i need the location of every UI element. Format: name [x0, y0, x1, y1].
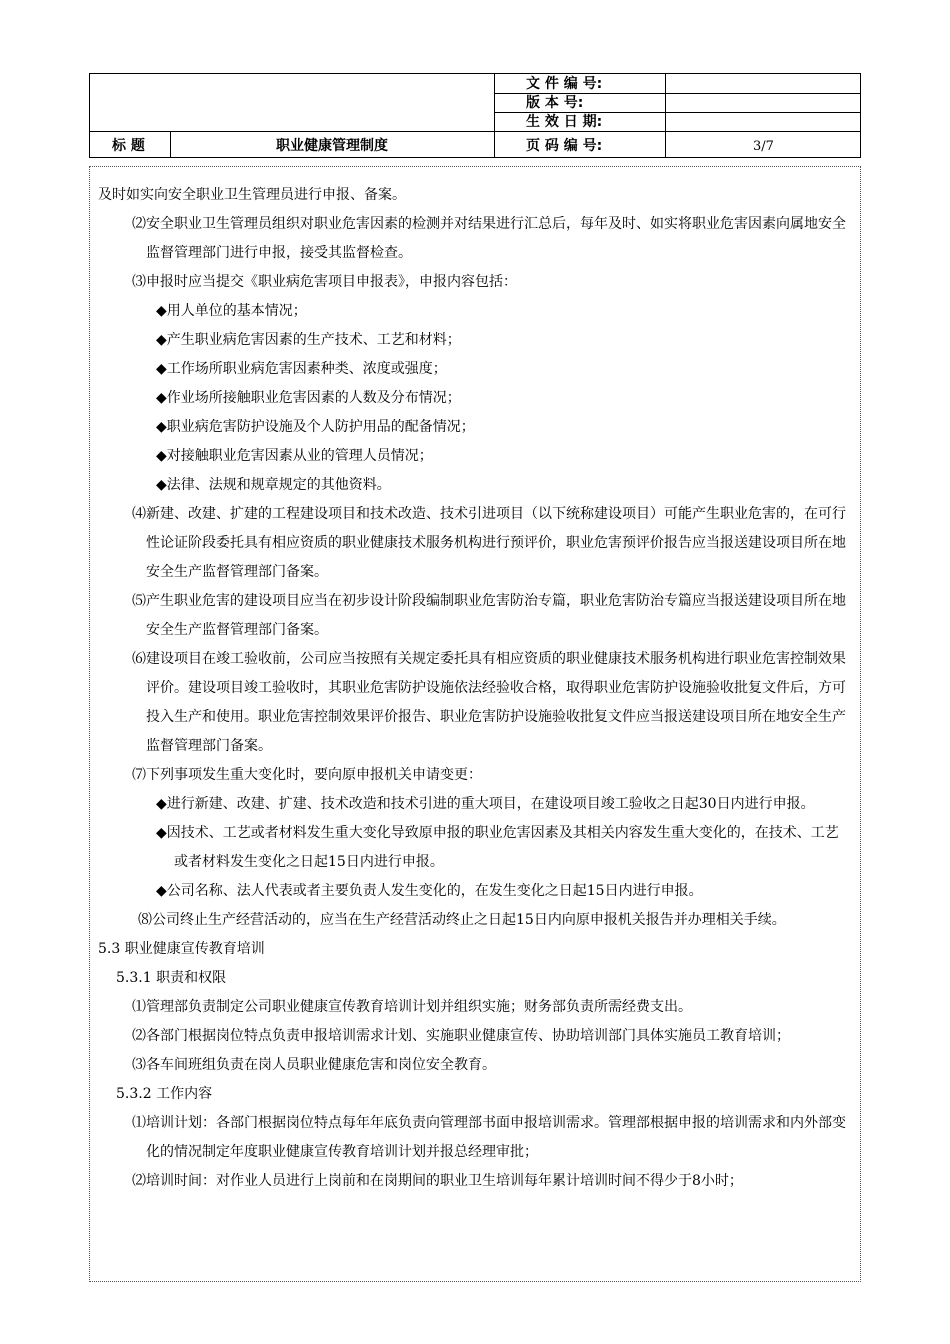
- paragraph: ⑷新建、改建、扩建的工程建设项目和技术改造、技术引进项目（以下统称建设项目）可能产生职业危害的，在可行性论证阶段委托具有相应资质的职业健康技术服务机构进行预评价，职业危害预评价报告应当报送建设项目所在地安全生产监督管理部门备案。: [132, 506, 846, 580]
- paragraph: ◆工作场所职业病危害因素种类、浓度或强度；: [156, 361, 447, 377]
- paragraph: ⑶申报时应当提交《职业病危害项目申报表》，申报内容包括：: [132, 274, 517, 290]
- paragraph: ◆产生职业病危害因素的生产技术、工艺和材料；: [156, 332, 461, 348]
- paragraph: ◆职业病危害防护设施及个人防护用品的配备情况；: [156, 419, 475, 435]
- paragraph: 5.3.2 工作内容: [116, 1086, 213, 1102]
- effective-date-label: 生 效 日 期:: [526, 114, 603, 130]
- paragraph: ◆用人单位的基本情况；: [156, 303, 307, 319]
- document-title: 职业健康管理制度: [276, 138, 388, 154]
- paragraph: ⑺下列事项发生重大变化时，要向原申报机关申请变更：: [132, 767, 482, 783]
- paragraph: ◆作业场所接触职业危害因素的人数及分布情况；: [156, 390, 461, 406]
- paragraph: ◆公司名称、法人代表或者主要负责人发生变化的，在发生变化之日起15日内进行申报。: [156, 883, 703, 899]
- title-label: 标 题: [112, 138, 145, 154]
- paragraph: ⑸产生职业危害的建设项目应当在初步设计阶段编制职业危害防治专篇，职业危害防治专篇应当报送建设项目所在地安全生产监督管理部门备案。: [132, 593, 846, 638]
- paragraph: ◆进行新建、改建、扩建、技术改造和技术引进的重大项目，在建设项目竣工验收之日起30日内进行申报。: [156, 796, 815, 812]
- doc-number-label: 文 件 编 号:: [526, 76, 603, 92]
- version-label: 版 本 号:: [526, 95, 584, 111]
- paragraph: ⑵各部门根据岗位特点负责申报培训需求计划、实施职业健康宣传、协助培训部门具体实施员工教育培训；: [132, 1028, 790, 1044]
- paragraph: ⑴管理部负责制定公司职业健康宣传教育培训计划并组织实施；财务部负责所需经费支出。: [132, 999, 692, 1015]
- paragraph: ⑴培训计划：各部门根据岗位特点每年年底负责向管理部书面申报培训需求。管理部根据申报的培训需求和内外部变化的情况制定年度职业健康宣传教育培训计划并报总经理审批；: [132, 1115, 846, 1160]
- paragraph: ◆对接触职业危害因素从业的管理人员情况；: [156, 448, 433, 464]
- document-body: [89, 166, 861, 1282]
- paragraph: 及时如实向安全职业卫生管理员进行申报、备案。: [98, 187, 406, 203]
- paragraph: ◆因技术、工艺或者材料发生重大变化导致原申报的职业危害因素及其相关内容发生重大变化的，在技术、工艺或者材料发生变化之日起15日内进行申报。: [156, 825, 839, 870]
- paragraph: ⑵安全职业卫生管理员组织对职业危害因素的检测并对结果进行汇总后，每年及时、如实将职业危害因素向属地安全监督管理部门进行申报，接受其监督检查。: [132, 216, 846, 261]
- page-number-label: 页 码 编 号:: [526, 138, 603, 154]
- paragraph: ⑶各车间班组负责在岗人员职业健康危害和岗位安全教育。: [132, 1057, 496, 1073]
- paragraph: ◆法律、法规和规章规定的其他资料。: [156, 477, 391, 493]
- paragraph: 5.3 职业健康宣传教育培训: [98, 941, 265, 957]
- paragraph: ⑻公司终止生产经营活动的，应当在生产经营活动终止之日起15日内向原申报机关报告并办理相关手续。: [138, 912, 786, 928]
- page-number-value: 3/7: [753, 139, 774, 154]
- document-header-table: [89, 73, 861, 158]
- paragraph: ⑵培训时间：对作业人员进行上岗前和在岗期间的职业卫生培训每年累计培训时间不得少于8小时；: [132, 1173, 743, 1189]
- paragraph: ⑹建设项目在竣工验收前，公司应当按照有关规定委托具有相应资质的职业健康技术服务机构进行职业危害控制效果评价。建设项目竣工验收时，其职业危害防护设施依法经验收合格，取得职业危害防护设施验收批复文件后，方可投入生产和使用。职业危害控制效果评价报告、职业危害防护设施验收批复文件应当报送建设项目所在地安全生产监督管理部门备案。: [132, 651, 846, 754]
- paragraph: 5.3.1 职责和权限: [116, 970, 227, 986]
